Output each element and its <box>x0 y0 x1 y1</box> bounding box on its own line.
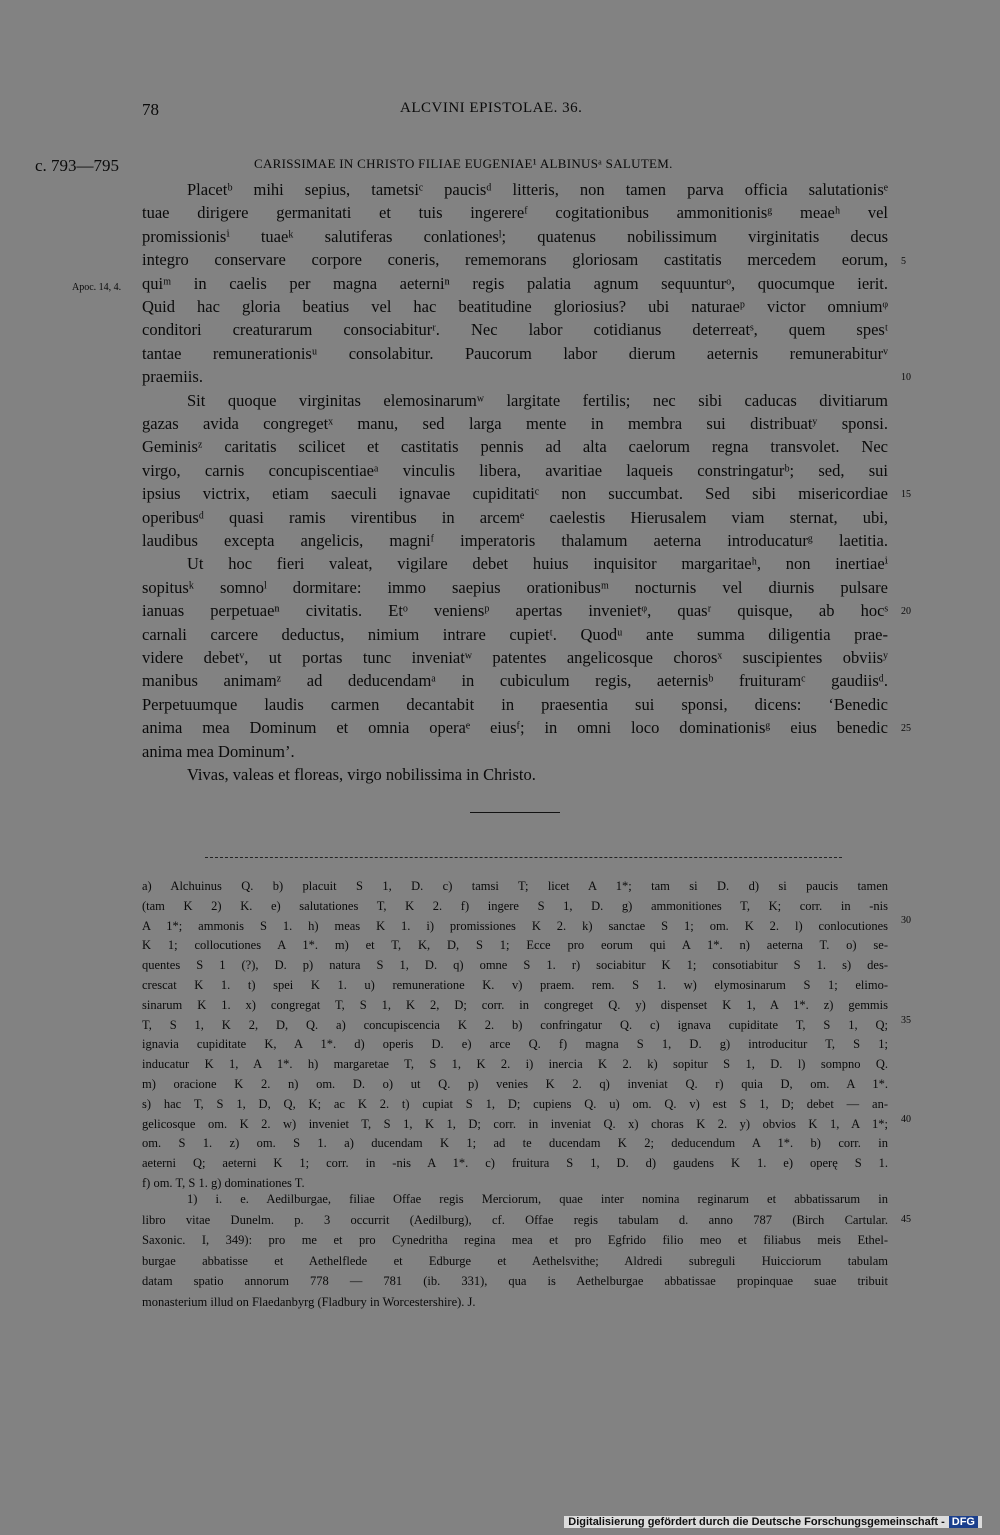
body-line: Sit quoque virginitas elemosinarumʷ largitate fertilis; nec sibi caducas divitiarum <box>187 390 888 410</box>
margin-reference: Apoc. 14, 4. <box>72 282 122 293</box>
line-number: 25 <box>901 723 911 734</box>
body-line: conditori creaturarum consociabiturʳ. Nec labor cotidianus deterreatˢ, quem spesᵗ <box>142 320 888 340</box>
footnote-rule <box>205 857 842 858</box>
body-line: promissionisⁱ tuaeᵏ salutiferas conlationesˡ; quatenus nobilissimum virginitatis decus <box>142 226 888 246</box>
line-number: 40 <box>901 1114 911 1125</box>
apparatus-line: sinarum K 1. x) congregat T, S 1, K 2, D; corr. in congreget Q. y) dispenset K 1, A 1*. z) gemmis <box>142 997 888 1012</box>
body-line: sopitusᵏ somnoˡ dormitare: immo saepius orationibusᵐ nocturnis vel diurnis pulsare <box>142 577 888 597</box>
commentary-line: libro vitae Dunelm. p. 3 occurrit (Aedilburg), cf. Offae regis tabulam d. anno 787 (Birch Cartular. <box>142 1212 888 1227</box>
line-number: 10 <box>901 372 911 383</box>
body-line: Ut hoc fieri valeat, vigilare debet huius inquisitor margaritaeʰ, non inertiaeⁱ <box>187 554 888 574</box>
apparatus-line: (tam K 2) K. e) salutationes T, K 2. f) ingere S 1, D. g) ammonitiones T, K; corr. in -nis <box>142 898 888 913</box>
body-line: carnali carcere deductus, nimium intrare cupietᵗ. Quodᵘ ante summa diligentia prae- <box>142 624 888 644</box>
body-line: manibus animamᶻ ad deducendamᵃ in cubiculum regis, aeternisᵇ fruituramᶜ gaudiisᵈ. <box>142 671 888 691</box>
body-line: tuae dirigere germanitati et tuis ingerereᶠ cogitationibus ammonitionisᵍ meaeʰ vel <box>142 203 888 223</box>
body-line: operibusᵈ quasi ramis virentibus in arcemᵉ caelestis Hierusalem viam sternat, ubi, <box>142 507 888 527</box>
body-line: ipsius victrix, etiam saeculi ignavae cupiditatiᶜ non succumbat. Sed sibi misericordiae <box>142 484 888 504</box>
apparatus-line: crescat K 1. t) spei K 1. u) remuneratione K. v) praem. rem. S 1. w) elymosinarum S 1; elimo- <box>142 978 888 992</box>
body-line: anima mea Dominum’. <box>142 741 295 761</box>
page-number: 78 <box>142 100 159 119</box>
footer-text: Digitalisierung gefördert durch die Deutsche Forschungsgemeinschaft - <box>568 1516 945 1528</box>
body-line: videre debetᵛ, ut portas tunc inveniatʷ patentes angelicosque chorosˣ suscipientes obviisʸ <box>142 648 888 667</box>
apparatus-line: f) om. T, S 1. g) dominationes T. <box>142 1176 305 1190</box>
apparatus-line: om. S 1. z) om. S 1. a) ducendam K 1; ad te ducendam K 2; deducendum A 1*. b) corr. in <box>142 1136 888 1151</box>
running-head: ALCVINI EPISTOLAE. 36. <box>400 100 583 116</box>
body-line: tantae remunerationisᵘ consolabitur. Paucorum labor dierum aeternis remunerabiturᵛ <box>142 343 888 363</box>
body-line: virgo, carnis concupiscentiaeᵃ vinculis libera, avaritiae laqueis constringaturᵇ; sed, sui <box>142 460 888 480</box>
body-line: integro conservare corpore coneris, rememorans gloriosam castitatis mercedem eorum, <box>142 250 888 270</box>
body-line: quiᵐ in caelis per magna aeterniⁿ regis palatia agnum sequunturᵒ, quocumque ierit. <box>142 273 888 293</box>
body-line: Vivas, valeas et floreas, virgo nobilissima in Christo. <box>187 765 536 784</box>
letter-date: c. 793—795 <box>35 156 120 175</box>
body-line: Quid hac gloria beatius vel hac beatitudine gloriosius? ubi naturaeᵖ victor omniumᵠ <box>142 297 888 316</box>
body-line: Perpetuumque laudis carmen decantabit in praesentia sui sponsi, dicens: ‘Benedic <box>142 694 888 714</box>
letter-salutation: CARISSIMAE IN CHRISTO FILIAE EUGENIAE¹ ALBINUSᵃ SALUTEM. <box>254 156 673 171</box>
line-number: 35 <box>901 1015 911 1026</box>
commentary-line: burgae abbatisse et Aethelflede et Edburge et Aethelsvithe; Aldredi subreguli Huicciorum tabulam <box>142 1253 888 1268</box>
body-line: ianuas perpetuaeⁿ civitatis. Etᵒ veniensᵖ apertas invenietᵠ, quasʳ quisque, ab hocˢ <box>142 601 888 621</box>
dfg-logo: DFG <box>949 1516 978 1528</box>
apparatus-line: gelicosque om. K 2. w) inveniet T, S 1, K 1, D; corr. in inveniat Q. x) choras K 2. y) obvios K 1, A 1*; <box>142 1116 888 1131</box>
apparatus-line: K 1; collocutiones A 1*. m) et T, K, D, S 1; Ecce pro eorum qui A 1*. n) aeterna T. o) se- <box>142 938 888 953</box>
commentary-line: datam spatio annorum 778 — 781 (ib. 331), qua is Aethelburgae abbatissae propinquae suae tribuit <box>142 1274 888 1288</box>
body-line: Geminisᶻ caritatis scilicet et castitatis pennis ad alta caelorum regna transvolet. Nec <box>142 437 888 457</box>
digitization-footer <box>564 1516 982 1528</box>
body-line: praemiis. <box>142 367 203 387</box>
apparatus-line: ignavia cupiditate K, A 1*. d) operis D. e) arce Q. f) magna S 1, D. g) introducitur T, S 1; <box>142 1037 888 1052</box>
apparatus-line: s) hac T, S 1, D, Q, K; ac K 2. t) cupiat S 1, D; cupiens Q. u) om. Q. v) est S 1, D; debet — an- <box>142 1096 888 1111</box>
apparatus-line: a) Alchuinus Q. b) placuit S 1, D. c) tamsi T; licet A 1*; tam si D. d) si paucis tamen <box>142 879 888 893</box>
apparatus-line: inducatur K 1, A 1*. h) margaretae T, S 1, K 2. i) inercia K 2. k) sopitur S 1, D. l) sompno Q. <box>142 1057 888 1072</box>
line-number: 45 <box>901 1214 911 1225</box>
apparatus-line: m) oracione K 2. n) om. D. o) ut Q. p) venies K 2. q) inveniat Q. r) quia D, om. A 1*. <box>142 1077 888 1091</box>
body-line: gazas avida congregetˣ manu, sed larga mente in membra sui distribuatʸ sponsi. <box>142 414 888 433</box>
body-line: Placetᵇ mihi sepius, tametsiᶜ paucisᵈ litteris, non tamen parva officia salutationisᵉ <box>187 180 888 199</box>
body-line: anima mea Dominum et omnia operaᵉ eiusᶠ; in omni loco dominationisᵍ eius benedic <box>142 718 888 738</box>
commentary-line: 1) i. e. Aedilburgae, filiae Offae regis Merciorum, quae inter nomina reginarum et abbatissarum in <box>187 1192 888 1206</box>
separator-rule <box>470 812 560 813</box>
apparatus-line: T, S 1, K 2, D, Q. a) concupiscencia K 2. b) confringatur Q. c) ignava cupiditate T, S 1, Q; <box>142 1017 888 1032</box>
line-number: 20 <box>901 606 911 617</box>
line-number: 30 <box>901 915 911 926</box>
line-number: 5 <box>901 256 906 267</box>
apparatus-line: A 1*; ammonis S 1. h) meas K 1. i) promissiones K 2. k) sanctae S 1; om. K 2. l) conlocutiones <box>142 918 888 933</box>
apparatus-line: quentes S 1 (?), D. p) natura S 1, D. q) omne S 1. r) sociabitur K 1; consotiabitur S 1. s) des- <box>142 958 888 973</box>
commentary-line: Saxonic. I, 349): pro me et pro Cynedritha regina mea et pro Egfrido filio meo et filiabus meis Ethel- <box>142 1233 888 1247</box>
apparatus-line: aeterni Q; aeterni K 1; corr. in -nis A 1*. c) fruitura S 1, D. d) gaudens K 1. e) operę S 1. <box>142 1156 888 1171</box>
commentary-line: monasterium illud on Flaedanbyrg (Fladbury in Worcestershire). J. <box>142 1294 476 1309</box>
body-line: laudibus excepta angelicis, magniᶠ imperatoris thalamum aeterna introducaturᵍ laetitia. <box>142 531 888 550</box>
line-number: 15 <box>901 489 911 500</box>
